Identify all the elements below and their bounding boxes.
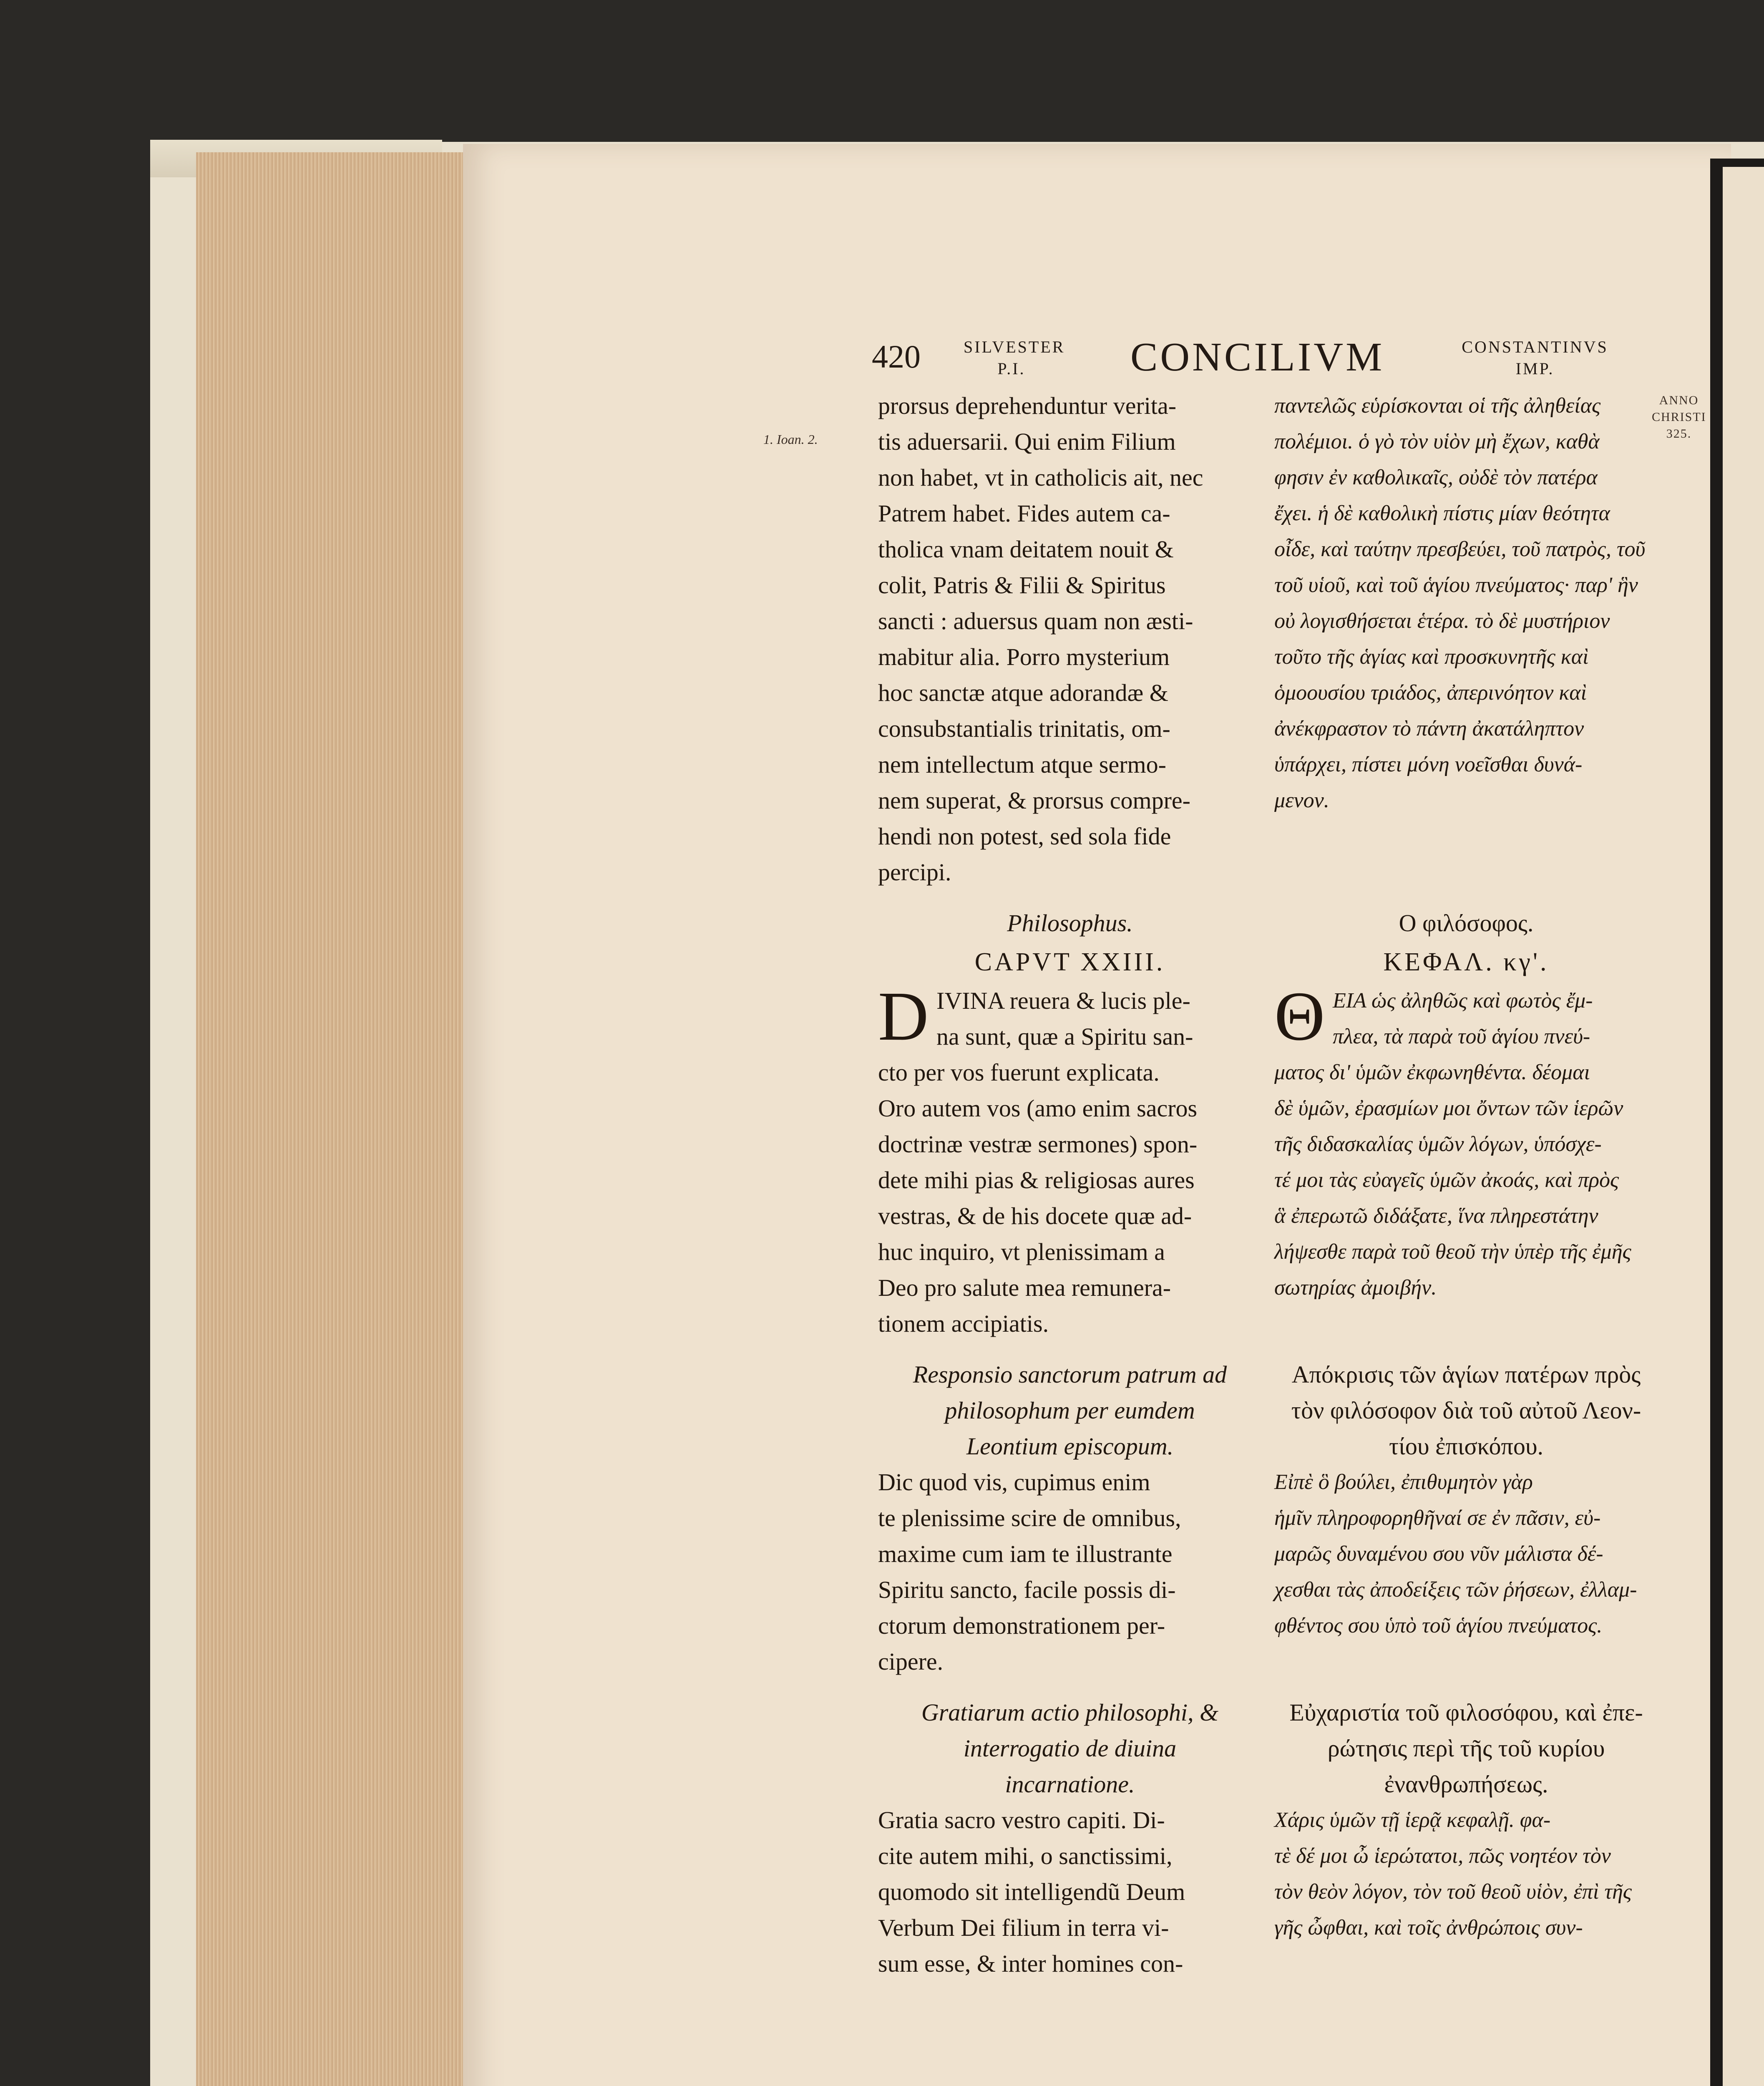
running-head-right: CONSTANTINVS IMP. (1462, 338, 1608, 378)
text-line: ὑπάρχει, πίστει μόνη νοεῖσθαι δυνά- (1274, 753, 1583, 776)
text-line: τοῦτο τῆς ἁγίας καὶ προσκυνητῆς καὶ (1274, 645, 1589, 669)
section-heading: τίου ἐπισκόπου. (1389, 1433, 1544, 1460)
greek-column (1274, 388, 1658, 1961)
text-line: τὲ δέ μοι ὦ ἱερώτατοι, πῶς νοητέον τὸν (1274, 1844, 1611, 1868)
text-line: hoc sanctæ atque adorandæ & (878, 679, 1168, 706)
text-line: Εἰπὲ ὃ βούλει, ἐπιθυμητὸν γὰρ (1274, 1470, 1533, 1494)
text-line: tionem accipiatis. (878, 1310, 1049, 1337)
text-line: consubstantialis trinitatis, om- (878, 715, 1170, 742)
text-line: Dic quod vis, cupimus enim (878, 1469, 1150, 1496)
text-line: ἡμῖν πληροφορηθῆναί σε ἐν πᾶσιν, εὐ- (1274, 1506, 1601, 1530)
section-heading: ρώτησις περὶ τῆς τοῦ κυρίου (1327, 1735, 1605, 1762)
text-line: nem superat, & prorsus compre- (878, 787, 1190, 814)
text-line: πλεα, τὰ παρὰ τοῦ ἁγίου πνεύ- (1333, 1025, 1590, 1048)
margin-note-year: ANNO CHRISTI 325. (1652, 393, 1706, 441)
greek-gratiarum (1274, 1695, 1658, 1946)
text-line: ματος δι' ὑμῶν ἐκφωνηθέντα. δέομαι (1274, 1061, 1590, 1084)
latin-responsio (878, 1357, 1262, 1680)
text-line: γῆς ὦφθαι, καὶ τοῖς ἀνθρώποις συν- (1274, 1916, 1583, 1940)
text-line: IVINA reuera & lucis ple- (936, 987, 1190, 1014)
text-line: Spiritu sancto, facile possis di- (878, 1576, 1176, 1603)
text-line: χεσθαι τὰς ἀποδείξεις τῶν ῥήσεων, ἐλλαμ- (1274, 1578, 1637, 1602)
section-heading: philosophum per eumdem (945, 1397, 1195, 1424)
section-heading: Gratiarum actio philosophi, & (921, 1699, 1219, 1726)
section-heading: Responsio sanctorum patrum ad (913, 1361, 1227, 1388)
text-line: οὐ λογισθήσεται ἑτέρα. τὸ δὲ μυστήριον (1274, 609, 1610, 633)
text-line: πολέμιοι. ὁ γὸ τὸν υἱὸν μὴ ἔχων, καθὰ (1274, 430, 1600, 453)
latin-chapter-text (878, 977, 1262, 1342)
text-line: Verbum Dei filium in terra vi- (878, 1914, 1169, 1941)
drop-cap: Θ (1274, 977, 1325, 1055)
text-line: οἶδε, καὶ ταύτην πρεσβεύει, τοῦ πατρὸς, τοῦ (1274, 537, 1646, 561)
section-heading: Leontium episcopum. (966, 1433, 1174, 1460)
text-line: λήψεσθε παρὰ τοῦ θεοῦ τὴν ὑπὲρ τῆς ἐμῆς (1274, 1240, 1631, 1264)
text-line: prorsus deprehenduntur verita- (878, 392, 1177, 419)
page-title: CONCILIVM (1130, 335, 1385, 380)
text-line: tis aduersarii. Qui enim Filium (878, 428, 1176, 455)
chapter-heading: ΚΕΦΑΛ. κγ'. (1383, 948, 1549, 976)
text-line: τοῦ υἱοῦ, καὶ τοῦ ἁγίου πνεύματος· παρ' ἣν (1274, 573, 1638, 597)
section-heading: ἐνανθρωπήσεως. (1384, 1771, 1548, 1798)
running-header (872, 330, 1656, 388)
text-line: Oro autem vos (amo enim sacros (878, 1095, 1198, 1122)
text-line: quomodo sit intelligendũ Deum (878, 1878, 1185, 1905)
text-line: ctorum demonstrationem per- (878, 1612, 1165, 1639)
section-heading: Εὐχαριστία τοῦ φιλοσόφου, καὶ ἐπε- (1289, 1699, 1643, 1726)
text-line: na sunt, quæ a Spiritu san- (936, 1023, 1193, 1050)
drop-cap: D (878, 977, 929, 1055)
greek-responsio (1274, 1357, 1658, 1680)
section-heading: τὸν φιλόσοφον διὰ τοῦ αὐτοῦ Λεον- (1291, 1397, 1641, 1424)
text-line: doctrinæ vestræ sermones) spon- (878, 1131, 1198, 1158)
text-line: dete mihi pias & religiosas aures (878, 1166, 1195, 1194)
greek-intro (1274, 388, 1658, 890)
section-heading: incarnatione. (1005, 1771, 1135, 1798)
text-line: cipere. (878, 1648, 944, 1675)
section-heading: Απόκρισις τῶν ἁγίων πατέρων πρὸς (1291, 1361, 1641, 1388)
greek-chapter-text (1274, 977, 1658, 1342)
text-line: φθέντος σου ὑπὸ τοῦ ἁγίου πνεύματος. (1274, 1614, 1603, 1638)
text-line: colit, Patris & Filii & Spiritus (878, 572, 1166, 599)
text-line: Patrem habet. Fides autem ca- (878, 500, 1170, 527)
text-line: φησιν ἐν καθολικαῖς, οὐδὲ τὸν πατέρα (1274, 466, 1598, 489)
text-line: te plenissime scire de omnibus, (878, 1504, 1181, 1532)
text-line: μενον. (1274, 789, 1329, 812)
section-heading: interrogatio de diuina (963, 1735, 1177, 1762)
text-line: cto per vos fuerunt explicata. (878, 1059, 1160, 1086)
text-line: τέ μοι τὰς εὐαγεῖς ὑμῶν ἀκοάς, καὶ πρὸς (1274, 1168, 1619, 1192)
text-line: παντελῶς εὑρίσκονται οἱ τῆς ἀληθείας (1274, 394, 1601, 418)
text-line: sancti : aduersus quam non æsti- (878, 607, 1193, 635)
text-line: maxime cum iam te illustrante (878, 1540, 1173, 1567)
text-line: nem intellectum atque sermo- (878, 751, 1166, 778)
text-line: τῆς διδασκαλίας ὑμῶν λόγων, ὑπόσχε- (1274, 1132, 1602, 1156)
text-line: ἀνέκφραστον τὸ πάντη ἀκατάληπτον (1274, 717, 1584, 741)
text-line: ἔχει. ἡ δὲ καθολικὴ πίστις μίαν θεότητα (1274, 501, 1610, 525)
text-line: Gratia sacro vestro capiti. Di- (878, 1806, 1165, 1834)
text-line: cite autem mihi, o sanctissimi, (878, 1842, 1173, 1869)
facing-page-edge (1723, 167, 1764, 2086)
latin-intro (878, 388, 1262, 890)
speaker-heading: Ο φιλόσοφος. (1399, 909, 1534, 937)
text-line: hendi non potest, sed sola fide (878, 823, 1171, 850)
text-line: μαρῶς δυναμένου σου νῦν μάλιστα δέ- (1274, 1542, 1603, 1566)
text-line: ὁμοουσίου τριάδος, ἀπερινόητον καὶ (1274, 681, 1587, 705)
text-line: sum esse, & inter homines con- (878, 1950, 1183, 1977)
latin-column (878, 388, 1262, 1997)
text-line: vestras, & de his docete quæ ad- (878, 1202, 1192, 1229)
text-line: Χάρις ὑμῶν τῇ ἱερᾷ κεφαλῇ. φα- (1274, 1808, 1551, 1832)
text-line: δὲ ὑμῶν, ἐρασμίων μοι ὄντων τῶν ἱερῶν (1274, 1096, 1623, 1120)
text-line: Deo pro salute mea remunera- (878, 1274, 1171, 1301)
text-line: huc inquiro, vt plenissimam a (878, 1238, 1165, 1265)
text-line: percipi. (878, 859, 951, 886)
chapter-heading: CAPVT XXIII. (974, 948, 1165, 976)
page-edges (196, 152, 466, 2086)
page-number: 420 (872, 338, 921, 375)
text-line: mabitur alia. Porro mysterium (878, 643, 1170, 670)
speaker-heading: Philosophus. (1007, 909, 1133, 937)
text-line: τὸν θεὸν λόγον, τὸν τοῦ θεοῦ υἱὸν, ἐπὶ τῆς (1274, 1880, 1632, 1904)
text-line: ἃ ἐπερωτῶ διδάξατε, ἵνα πληρεστάτην (1274, 1204, 1598, 1228)
text-line: tholica vnam deitatem nouit & (878, 536, 1174, 563)
text-line: non habet, vt in catholicis ait, nec (878, 464, 1203, 491)
margin-note-reference: 1. Ioan. 2. (763, 432, 818, 447)
text-line: ΕΙΑ ὡς ἀληθῶς καὶ φωτὸς ἔμ- (1333, 989, 1593, 1013)
running-head-left: SILVESTER P.I. (964, 338, 1065, 378)
text-line: σωτηρίας ἀμοιβήν. (1274, 1276, 1437, 1300)
latin-gratiarum (878, 1695, 1262, 1982)
